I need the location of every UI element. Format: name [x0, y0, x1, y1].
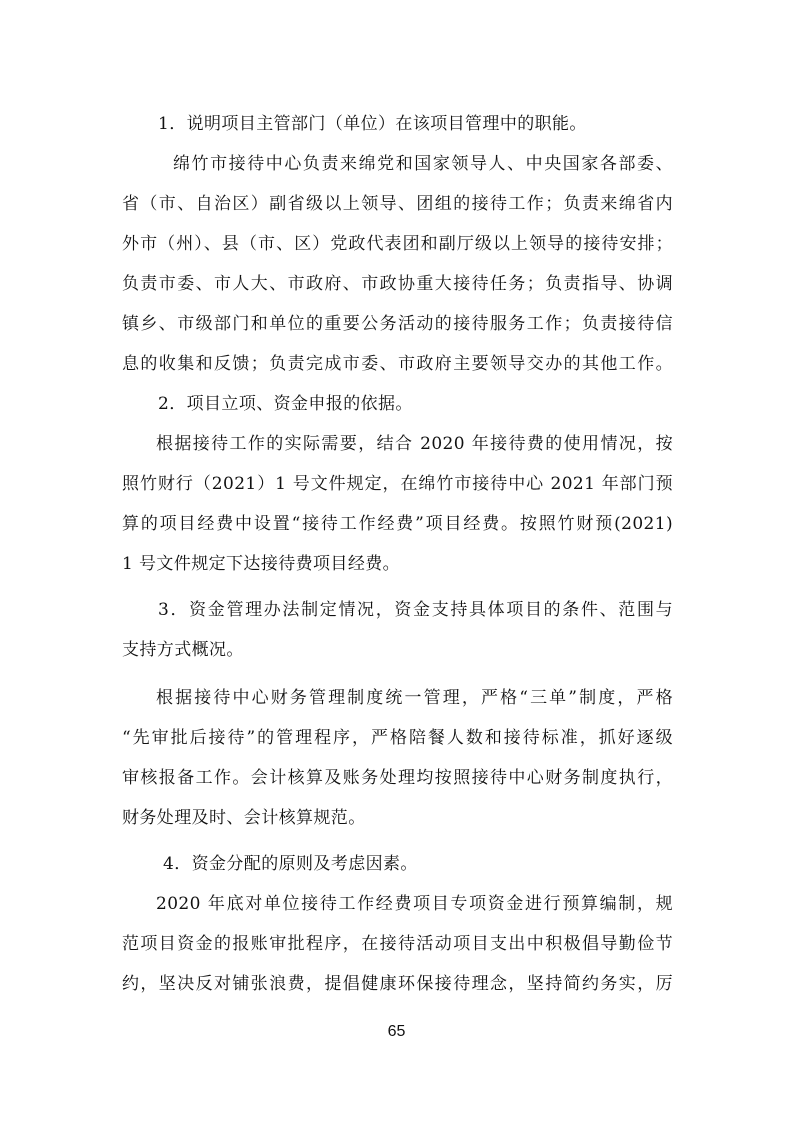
paragraph-1-line-1: 绵竹市接待中心负责来绵党和国家领导人、中央国家各部委、 — [173, 154, 673, 174]
paragraph-2-line-2: 照竹财行（2021）1 号文件规定，在绵竹市接待中心 2021 年部门预 — [122, 474, 673, 494]
paragraph-1-line-3: 外市（州）、县（市、区）党政代表团和副厅级以上领导的接待安排； — [122, 234, 673, 254]
paragraph-3-line-3: 审核报备工作。会计核算及账务处理均按照接待中心财务制度执行， — [122, 768, 673, 788]
paragraph-3-line-2: “先审批后接待”的管理程序，严格陪餐人数和接待标准，抓好逐级 — [122, 728, 673, 748]
paragraph-1-line-5: 镇乡、市级部门和单位的重要公务活动的接待服务工作；负责接待信 — [122, 314, 673, 334]
paragraph-2-line-3: 算的项目经费中设置“接待工作经费”项目经费。按照竹财预(2021) — [122, 514, 673, 534]
heading-1: 1．说明项目主管部门（单位）在该项目管理中的职能。 — [158, 114, 587, 134]
heading-3-line-1: 3．资金管理办法制定情况，资金支持具体项目的条件、范围与 — [158, 600, 673, 620]
heading-4: 4．资金分配的原则及考虑因素。 — [163, 854, 418, 874]
paragraph-2-line-4: 1 号文件规定下达接待费项目经费。 — [122, 554, 401, 574]
paragraph-4-line-2: 范项目资金的报账审批程序，在接待活动项目支出中积极倡导勤俭节 — [122, 934, 673, 954]
heading-2: 2．项目立项、资金申报的依据。 — [158, 394, 413, 414]
paragraph-3-line-1: 根据接待中心财务管理制度统一管理，严格“三单”制度，严格 — [156, 688, 673, 708]
heading-3-line-2: 支持方式概况。 — [122, 640, 244, 660]
paragraph-1-line-6: 息的收集和反馈；负责完成市委、市政府主要领导交办的其他工作。 — [122, 354, 673, 374]
paragraph-4-line-1: 2020 年底对单位接待工作经费项目专项资金进行预算编制，规 — [156, 894, 673, 914]
paragraph-1-line-4: 负责市委、市人大、市政府、市政协重大接待任务；负责指导、协调 — [122, 274, 673, 294]
paragraph-3-line-4: 财务处理及时、会计核算规范。 — [122, 808, 366, 828]
paragraph-4-line-3: 约，坚决反对铺张浪费，提倡健康环保接待理念，坚持简约务实，厉 — [122, 974, 673, 994]
paragraph-1-line-2: 省（市、自治区）副省级以上领导、团组的接待工作；负责来绵省内 — [122, 194, 673, 214]
page-number: 65 — [387, 1023, 406, 1040]
paragraph-2-line-1: 根据接待工作的实际需要，结合 2020 年接待费的使用情况，按 — [156, 434, 673, 454]
